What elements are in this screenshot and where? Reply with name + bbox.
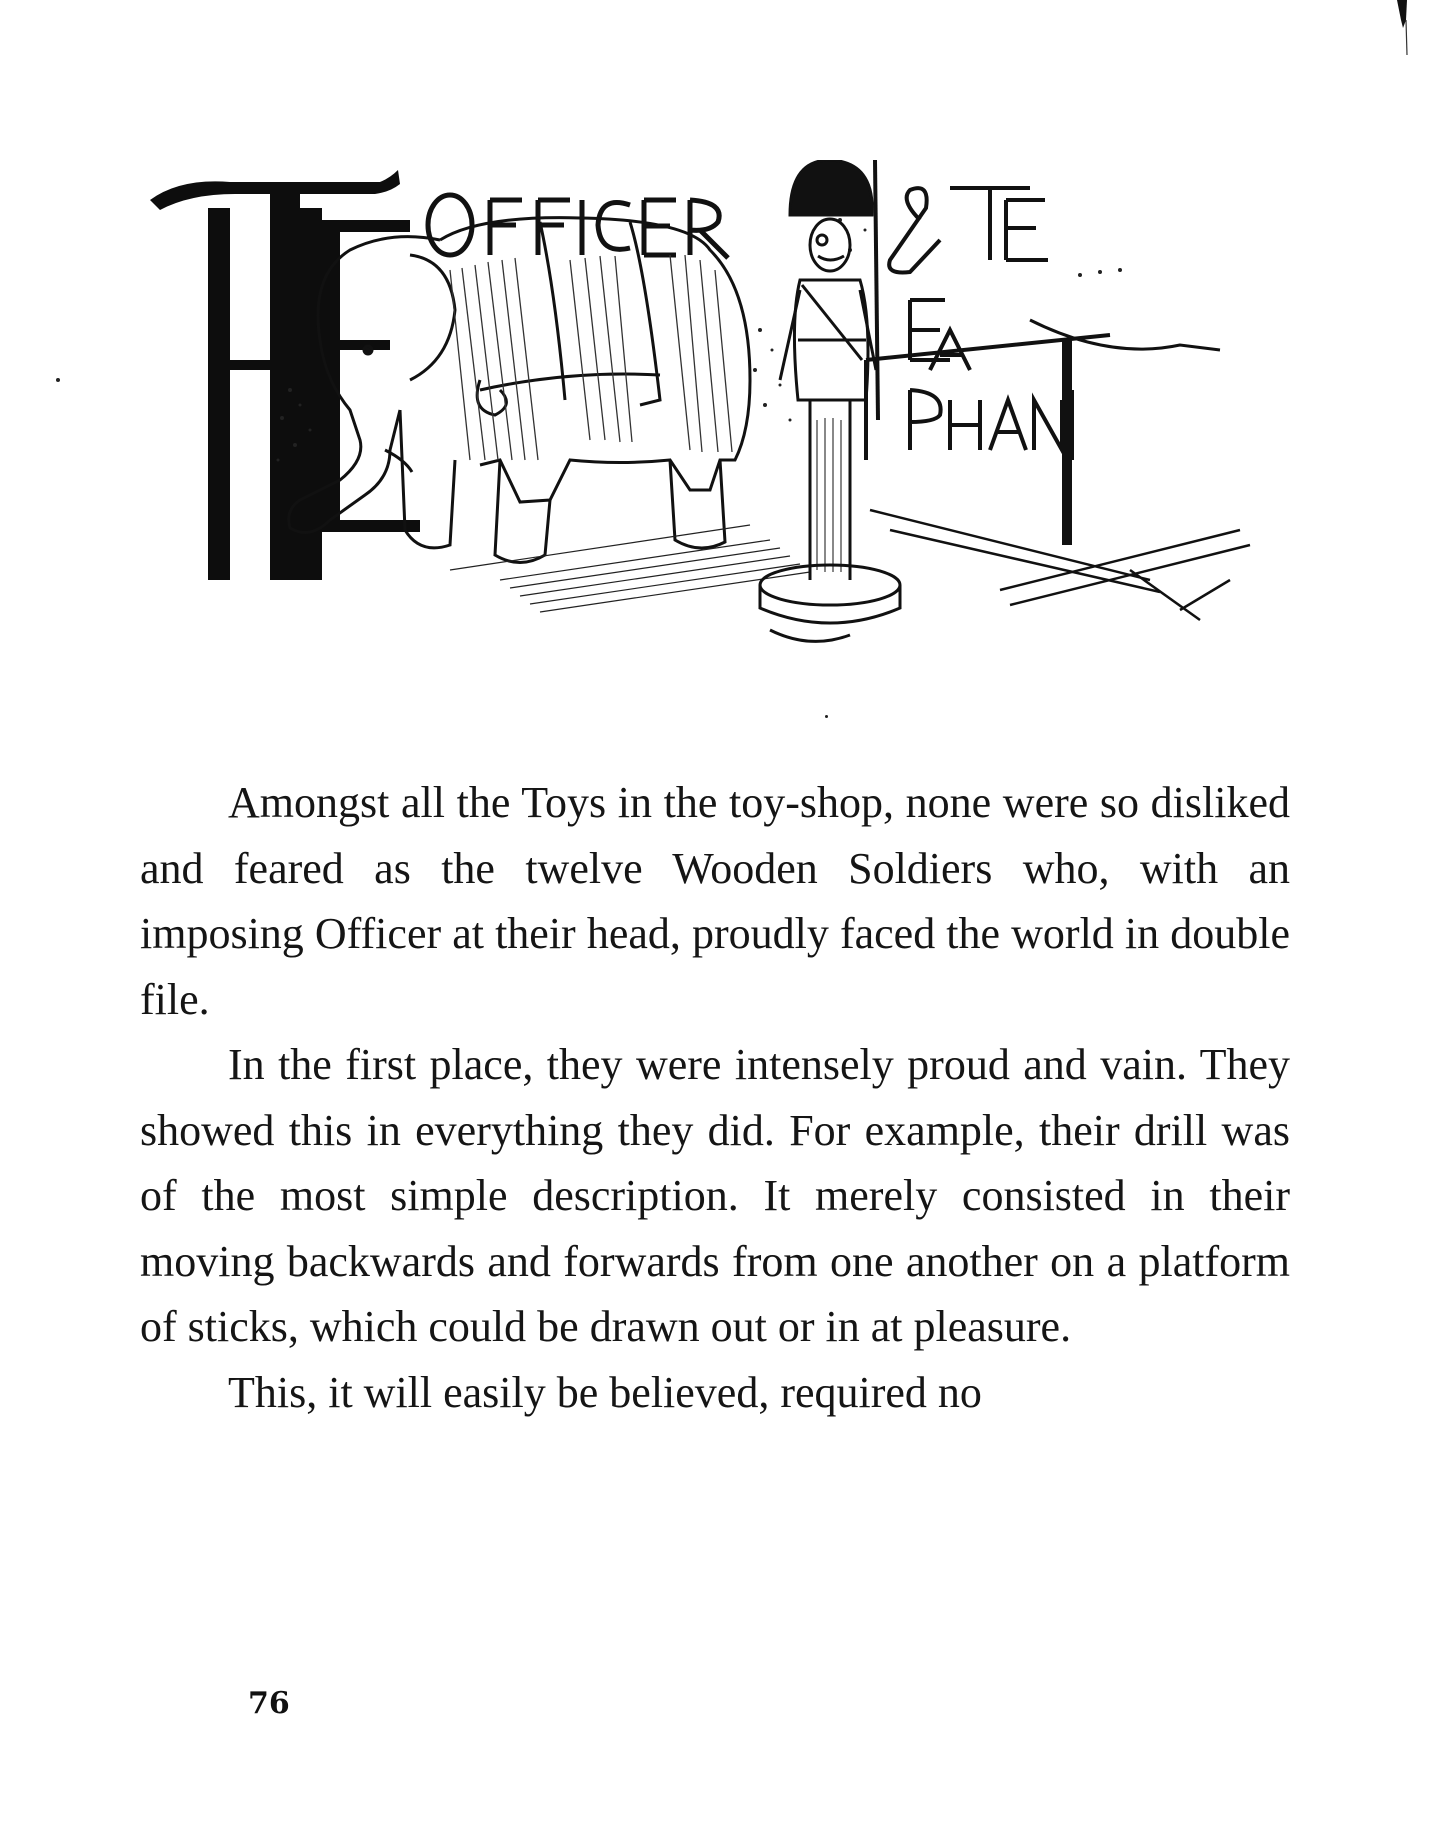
title-letters-th [150,170,420,580]
page-number: 76 [248,1686,290,1721]
decorative-flourish [1030,320,1220,350]
paragraph-1: Amongst all the Toys in the toy-shop, none were so disliked and feared as the twelve Wooden Soldiers who, with an imposing Officer at their head, proudly faced the world in double file. [140,778,1290,1024]
paragraph-2: In the first place, they were intensely proud and vain. They showed this in everything they did. For example, their drill was of the most simple description. It merely consisted in their moving backwards and forwards from one another on a platform of sticks, which could be drawn out or in at pleasure. [140,1040,1290,1351]
body-text [140,770,1290,1425]
chapter-illustration [150,160,1270,750]
paragraph-3: This, it will easily be believed, required no [228,1367,982,1417]
ground-shadow [450,525,810,612]
scan-mark-icon [1395,0,1411,55]
title-letter-t-stem [1062,340,1072,545]
elephant-drawing [289,218,750,563]
stick-platform [870,510,1250,620]
toy-soldier-drawing [760,160,900,641]
title-letters-the-elephant [866,188,1110,460]
elephant-hatching [450,255,732,460]
elephant-and-toy-soldier-icon [150,160,1270,750]
stray-dot [56,378,60,382]
